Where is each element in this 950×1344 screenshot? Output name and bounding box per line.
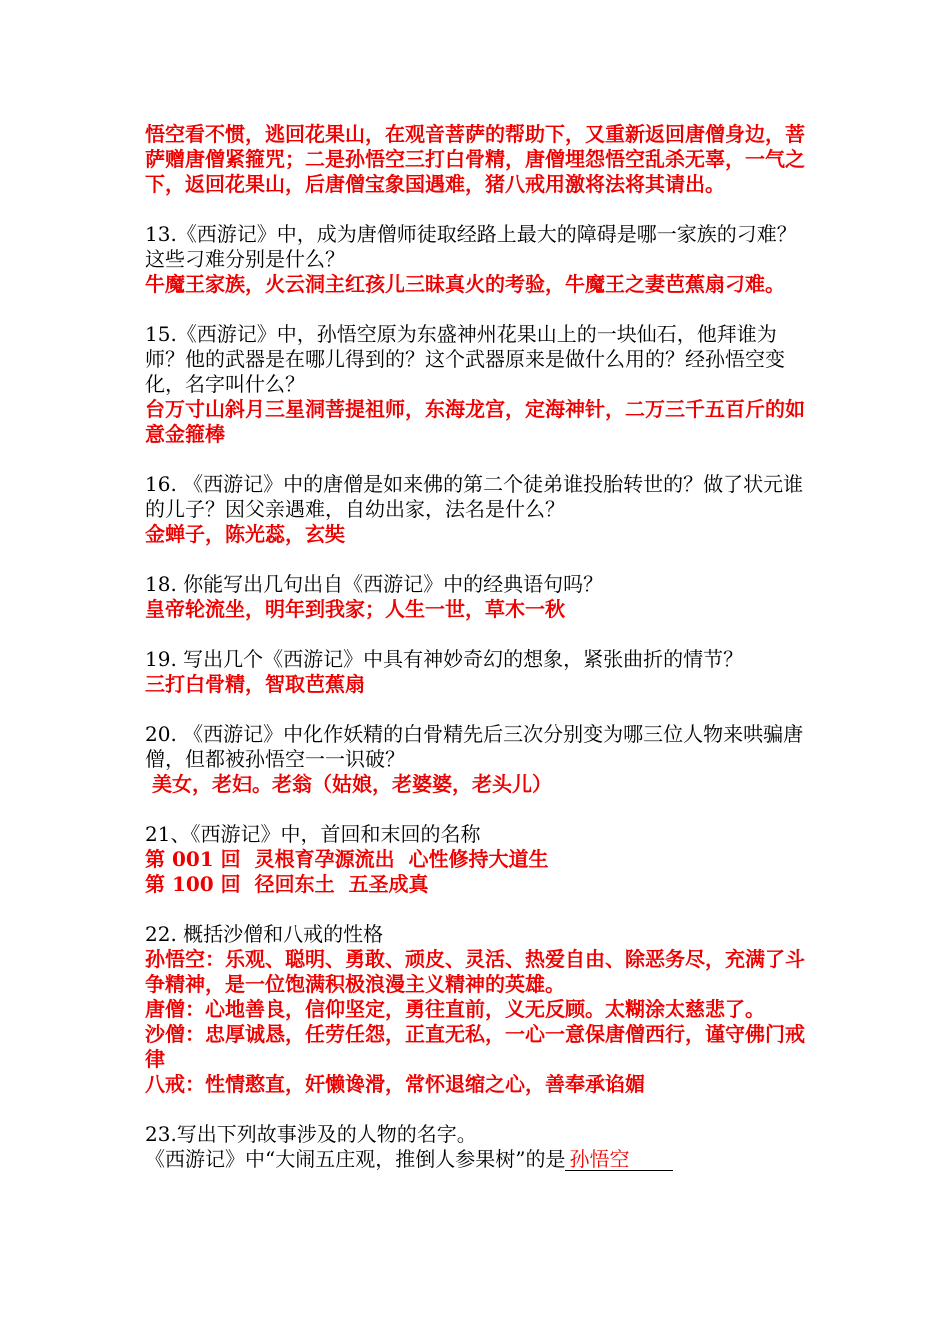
document-page <box>145 122 813 1197</box>
question-23 <box>145 1122 813 1172</box>
question-15-text: 15.《西游记》中，孙悟空原为东盛神州花果山上的一块仙石，他拜谁为师？他的武器是在哪儿得到的？这个武器原来是做什么用的？经孙悟空变化，名字叫什么？ <box>145 322 785 396</box>
question-23-item <box>145 1147 813 1172</box>
question-18 <box>145 572 813 622</box>
question-16-answer: 金蝉子，陈光蕊，玄奘 <box>145 522 345 546</box>
question-15 <box>145 322 813 447</box>
question-21 <box>145 822 813 897</box>
question-22 <box>145 922 813 1097</box>
answer-blank <box>565 1148 673 1171</box>
question-18-text: 18. 你能写出几句出自《西游记》中的经典语句吗？ <box>145 572 604 596</box>
question-20 <box>145 722 813 797</box>
question-21-answer-line1: 第 001 回 灵根育孕源流出 心性修持大道生 <box>145 847 549 871</box>
question-18-answer: 皇帝轮流坐，明年到我家；人生一世，草木一秋 <box>145 597 565 621</box>
question-16 <box>145 472 813 547</box>
question-19 <box>145 647 813 697</box>
question-21-answer-line2: 第 100 回 径回东土 五圣成真 <box>145 872 429 896</box>
question-21-text: 21、《西游记》中，首回和末回的名称 <box>145 822 481 846</box>
question-13-answer: 牛魔王家族，火云洞主红孩儿三昧真火的考验，牛魔王之妻芭蕉扇刁难。 <box>145 272 785 296</box>
question-22-text: 22. 概括沙僧和八戒的性格 <box>145 922 384 946</box>
question-22-shaseng: 沙僧：忠厚诚恳，任劳任怨，正直无私，一心一意保唐僧西行，谨守佛门戒律 <box>145 1022 805 1071</box>
question-20-text: 20. 《西游记》中化作妖精的白骨精先后三次分别变为哪三位人物来哄骗唐僧，但都被孙悟空一一识破？ <box>145 722 804 771</box>
question-22-wukong: 孙悟空：乐观、聪明、勇敢、顽皮、灵活、热爱自由、除恶务尽，充满了斗争精神，是一位饱满积极浪漫主义精神的英雄。 <box>145 947 805 996</box>
question-22-tangseng: 唐僧：心地善良，信仰坚定，勇往直前，义无反顾。太糊涂太慈悲了。 <box>145 997 765 1021</box>
intro-answer: 悟空看不惯，逃回花果山，在观音菩萨的帮助下，又重新返回唐僧身边，菩萨赠唐僧紧箍咒；二是孙悟空三打白骨精，唐僧埋怨悟空乱杀无辜，一气之下，返回花果山，后唐僧宝象国遇难，猪八戒用激将法将其请出。 <box>145 122 805 196</box>
question-23-text: 23.写出下列故事涉及的人物的名字。 <box>145 1122 477 1146</box>
question-23-item-answer: 孙悟空 <box>569 1147 630 1171</box>
intro-answer-block <box>145 122 813 197</box>
question-19-answer: 三打白骨精，智取芭蕉扇 <box>145 672 365 696</box>
question-19-text: 19. 写出几个《西游记》中具有神妙奇幻的想象，紧张曲折的情节？ <box>145 647 744 671</box>
question-23-item-text: 《西游记》中“大闹五庄观，推倒人参果树”的是 <box>145 1147 566 1171</box>
question-20-answer: 美女，老妇。老翁（姑娘，老婆婆，老头儿） <box>145 772 552 796</box>
question-15-answer: 台万寸山斜月三星洞菩提祖师，东海龙宫，定海神针，二万三千五百斤的如意金箍棒 <box>145 397 805 446</box>
question-13 <box>145 222 813 297</box>
question-16-text: 16. 《西游记》中的唐僧是如来佛的第二个徒弟谁投胎转世的？做了状元谁的儿子？因父亲遇难，自幼出家，法名是什么？ <box>145 472 804 521</box>
question-22-bajie: 八戒：性情憨直，奸懒谗滑，常怀退缩之心，善奉承谄媚 <box>145 1072 645 1096</box>
question-13-text: 13.《西游记》中，成为唐僧师徒取经路上最大的障碍是哪一家族的刁难？这些刁难分别是什么？ <box>145 222 797 271</box>
